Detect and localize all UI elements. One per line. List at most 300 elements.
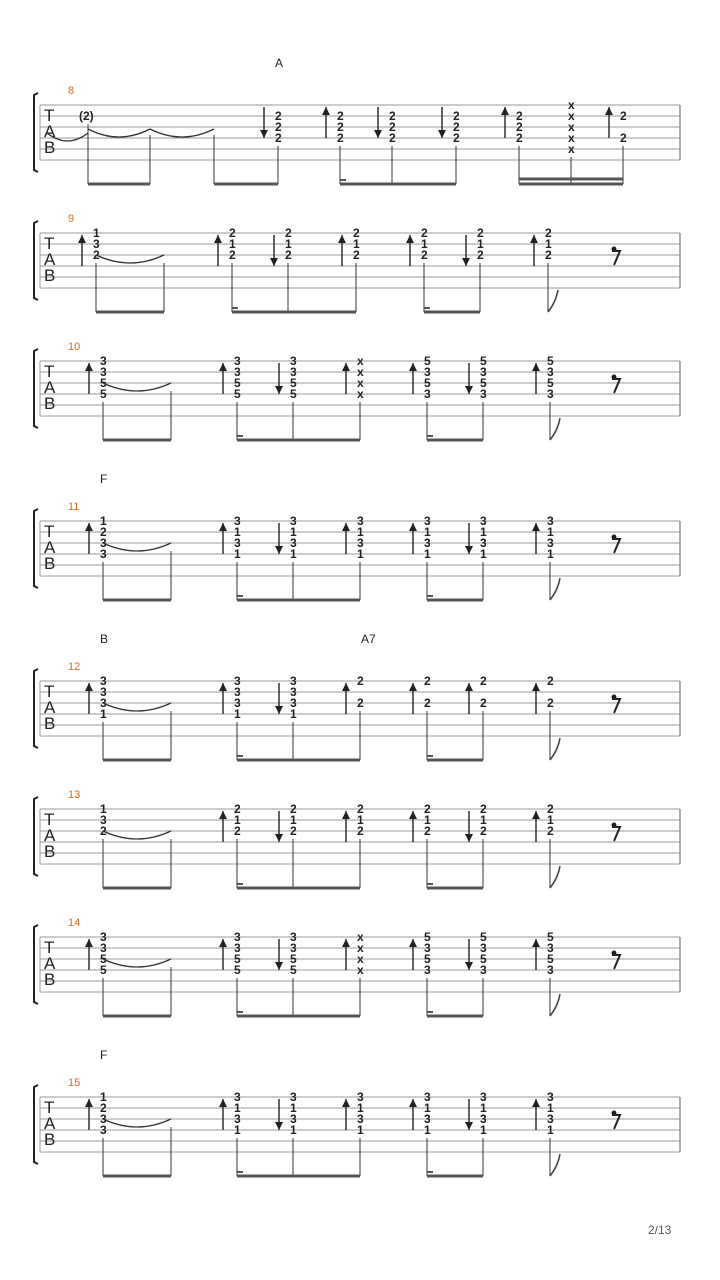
fret-number: 5 (547, 930, 554, 944)
page-number: 2/13 (648, 1223, 672, 1237)
fret-number: 1 (480, 547, 487, 561)
fret-number: x (357, 387, 364, 401)
tab-clef-letter: B (44, 554, 56, 573)
fret-number: 2 (516, 120, 523, 134)
system-bracket (34, 925, 38, 1004)
upstroke-arrow-icon (85, 523, 93, 554)
upstroke-arrow-icon (214, 235, 222, 266)
tab-clef-letter: T (44, 810, 55, 829)
fret-number: 3 (357, 1112, 364, 1126)
fret-number: 1 (547, 813, 554, 827)
beam-stub (232, 307, 238, 309)
fret-number: 2 (353, 248, 360, 262)
eighth-rest-icon (612, 379, 620, 393)
fret-number: 1 (545, 237, 552, 251)
fret-number: 3 (290, 354, 297, 368)
fret-number: 3 (234, 536, 241, 550)
beam-stub (427, 755, 433, 757)
fret-number: 3 (547, 514, 554, 528)
fret-number: 2 (100, 824, 107, 838)
fret-number: 2 (424, 824, 431, 838)
fret-number: 2 (620, 131, 627, 145)
upstroke-arrow-icon (219, 683, 227, 714)
fret-number: 1 (547, 547, 554, 561)
fret-number: 1 (424, 547, 431, 561)
downstroke-arrow-icon (465, 1099, 473, 1130)
fret-number: 1 (357, 1101, 364, 1115)
section-marker: B (100, 632, 109, 646)
fret-number: 1 (424, 813, 431, 827)
tab-system-14 (34, 917, 680, 1016)
tab-system-11 (34, 472, 680, 600)
fret-number: 3 (290, 930, 297, 944)
fret-number: 2 (229, 248, 236, 262)
fret-number: 3 (234, 365, 241, 379)
beam-stub (237, 595, 243, 597)
tie-arc (103, 959, 171, 967)
fret-number: 5 (290, 952, 297, 966)
fret-number: 3 (424, 514, 431, 528)
fret-number: 2 (547, 674, 554, 688)
tab-clef-letter: B (44, 266, 56, 285)
fret-number: 2 (547, 802, 554, 816)
fret-number: 3 (290, 365, 297, 379)
tab-clef-letter: B (44, 714, 56, 733)
upstroke-arrow-icon (532, 939, 540, 970)
fret-number: 3 (100, 365, 107, 379)
beam-stub (427, 1011, 433, 1013)
fret-number: 2 (545, 248, 552, 262)
fret-number: 2 (516, 109, 523, 123)
upstroke-arrow-icon (85, 1099, 93, 1130)
tie-arc (88, 129, 150, 137)
fret-number: x (357, 930, 364, 944)
fret-number: 3 (290, 941, 297, 955)
fret-number: 1 (424, 525, 431, 539)
system-bracket (34, 221, 38, 300)
fret-number: 1 (290, 1101, 297, 1115)
fret-number: 2 (290, 824, 297, 838)
system-bracket (34, 797, 38, 876)
note-flag (550, 1154, 560, 1176)
fret-number: 2 (234, 824, 241, 838)
tab-clef-letter: T (44, 1098, 55, 1117)
note-flag (550, 738, 560, 760)
fret-number: 3 (234, 696, 241, 710)
eighth-rest-icon (612, 699, 620, 713)
system-bracket (34, 1085, 38, 1164)
fret-number: 2 (275, 109, 282, 123)
fret-number: 3 (480, 941, 487, 955)
downstroke-arrow-icon (275, 811, 283, 842)
fret-number: 3 (234, 930, 241, 944)
fret-number: 1 (93, 226, 100, 240)
fret-number: 3 (480, 1112, 487, 1126)
fret-number: 3 (547, 941, 554, 955)
fret-number: 1 (290, 1123, 297, 1137)
tab-clef-letter: T (44, 362, 55, 381)
note-flag (550, 866, 560, 888)
fret-number: 2 (337, 120, 344, 134)
fret-number: 2 (480, 696, 487, 710)
fret-number: 5 (424, 354, 431, 368)
downstroke-arrow-icon (275, 939, 283, 970)
tie-arc (103, 831, 171, 839)
fret-number: 3 (424, 536, 431, 550)
fret-number: 3 (234, 1112, 241, 1126)
tab-clef-letter: A (44, 538, 56, 557)
fret-number: 2 (480, 824, 487, 838)
fret-number: 1 (424, 1123, 431, 1137)
tie-arc (96, 255, 164, 263)
fret-number: 1 (229, 237, 236, 251)
fret-number: 3 (547, 365, 554, 379)
fret-number: 3 (234, 354, 241, 368)
section-marker: A7 (361, 632, 376, 646)
tab-system-9 (34, 213, 680, 312)
upstroke-arrow-icon (465, 683, 473, 714)
fret-number: 2 (453, 120, 460, 134)
tie-arc (103, 1119, 171, 1127)
beam-stub (340, 179, 346, 181)
beam-stub (424, 307, 430, 309)
fret-number: 2 (337, 131, 344, 145)
upstroke-arrow-icon (532, 811, 540, 842)
fret-number: 1 (290, 707, 297, 721)
beam-stub (427, 1171, 433, 1173)
fret-number: 2 (424, 674, 431, 688)
system-bracket (34, 669, 38, 748)
section-marker: A (275, 56, 284, 70)
fret-number: 3 (480, 514, 487, 528)
tab-clef-letter: T (44, 106, 55, 125)
upstroke-arrow-icon (409, 363, 417, 394)
fret-number: 2 (357, 802, 364, 816)
fret-number: 5 (480, 952, 487, 966)
upstroke-arrow-icon (338, 235, 346, 266)
fret-number: 2 (275, 131, 282, 145)
tab-clef-letter: A (44, 826, 56, 845)
downstroke-arrow-icon (465, 523, 473, 554)
fret-number: 2 (285, 226, 292, 240)
fret-number: 1 (100, 802, 107, 816)
fret-number: 3 (547, 1112, 554, 1126)
downstroke-arrow-icon (275, 683, 283, 714)
upstroke-arrow-icon (85, 939, 93, 970)
fret-number: 3 (547, 387, 554, 401)
downstroke-arrow-icon (275, 523, 283, 554)
fret-number: 3 (424, 387, 431, 401)
measure-number: 15 (68, 1077, 81, 1089)
fret-number: 3 (234, 514, 241, 528)
upstroke-arrow-icon (342, 1099, 350, 1130)
upstroke-arrow-icon (78, 235, 86, 266)
note-flag (548, 290, 558, 312)
measure-number: 14 (68, 917, 81, 929)
fret-number: x (568, 120, 575, 134)
fret-number: 2 (337, 109, 344, 123)
tab-system-15 (34, 1048, 680, 1176)
fret-number: 3 (424, 1112, 431, 1126)
eighth-rest-icon (612, 827, 620, 841)
fret-number: 1 (480, 813, 487, 827)
fret-number: 3 (100, 685, 107, 699)
downstroke-arrow-icon (462, 235, 470, 266)
fret-number: 3 (424, 365, 431, 379)
fret-number: 5 (234, 963, 241, 977)
upstroke-arrow-icon (409, 683, 417, 714)
beam-stub (427, 435, 433, 437)
fret-number: 3 (100, 536, 107, 550)
fret-number: 5 (234, 376, 241, 390)
fret-number: 2 (389, 109, 396, 123)
fret-number: 2 (477, 248, 484, 262)
upstroke-arrow-icon (532, 363, 540, 394)
fret-number: 1 (353, 237, 360, 251)
downstroke-arrow-icon (260, 107, 268, 138)
fret-number: 2 (100, 525, 107, 539)
fret-number: 2 (453, 131, 460, 145)
fret-number: 2 (424, 802, 431, 816)
downstroke-arrow-icon (275, 1099, 283, 1130)
fret-number: x (357, 376, 364, 390)
fret-number: 1 (100, 1090, 107, 1104)
fret-number: 3 (424, 1090, 431, 1104)
fret-number: 2 (229, 226, 236, 240)
tab-clef-letter: B (44, 138, 56, 157)
fret-number: 2 (480, 802, 487, 816)
system-bracket (34, 93, 38, 172)
downstroke-arrow-icon (465, 811, 473, 842)
tab-system-13 (34, 789, 680, 888)
fret-number: 2 (547, 696, 554, 710)
fret-number: 1 (480, 1123, 487, 1137)
fret-number: x (568, 98, 575, 112)
fret-number: 3 (100, 547, 107, 561)
fret-number: 5 (100, 387, 107, 401)
fret-number: 2 (421, 226, 428, 240)
fret-number: 2 (453, 109, 460, 123)
fret-number: 1 (424, 1101, 431, 1115)
upstroke-arrow-icon (605, 107, 613, 138)
fret-number: (2) (79, 109, 94, 123)
fret-number: 1 (477, 237, 484, 251)
fret-number: 2 (547, 824, 554, 838)
tab-clef-letter: T (44, 234, 55, 253)
system-bracket (34, 349, 38, 428)
fret-number: 5 (424, 930, 431, 944)
tab-system-8 (34, 56, 680, 184)
tab-clef-letter: A (44, 1114, 56, 1133)
fret-number: 5 (290, 376, 297, 390)
fret-number: 2 (353, 226, 360, 240)
fret-number: 1 (357, 1123, 364, 1137)
upstroke-arrow-icon (406, 235, 414, 266)
upstroke-arrow-icon (532, 1099, 540, 1130)
tab-clef-letter: A (44, 698, 56, 717)
fret-number: 3 (290, 685, 297, 699)
fret-number: 1 (285, 237, 292, 251)
fret-number: 2 (620, 109, 627, 123)
tab-system-10 (34, 341, 680, 440)
fret-number: 1 (547, 1101, 554, 1115)
fret-number: 5 (234, 387, 241, 401)
fret-number: 2 (357, 696, 364, 710)
fret-number: 2 (545, 226, 552, 240)
fret-number: 2 (389, 120, 396, 134)
upstroke-arrow-icon (342, 683, 350, 714)
fret-number: 1 (234, 707, 241, 721)
tie-arc (103, 383, 171, 391)
fret-number: x (357, 952, 364, 966)
note-flag (550, 994, 560, 1016)
fret-number: 2 (424, 696, 431, 710)
fret-number: 2 (93, 248, 100, 262)
fret-number: 3 (100, 1112, 107, 1126)
fret-number: 5 (547, 952, 554, 966)
fret-number: 1 (234, 547, 241, 561)
fret-number: 1 (357, 547, 364, 561)
upstroke-arrow-icon (409, 939, 417, 970)
fret-number: 5 (480, 354, 487, 368)
tab-clef-letter: B (44, 970, 56, 989)
note-flag (550, 578, 560, 600)
fret-number: 3 (357, 514, 364, 528)
fret-number: 1 (547, 1123, 554, 1137)
fret-number: 2 (480, 674, 487, 688)
beam-stub (237, 883, 243, 885)
upstroke-arrow-icon (219, 1099, 227, 1130)
fret-number: x (357, 963, 364, 977)
fret-number: 1 (290, 525, 297, 539)
tab-clef-letter: T (44, 938, 55, 957)
fret-number: 2 (234, 802, 241, 816)
fret-number: 5 (480, 376, 487, 390)
upstroke-arrow-icon (409, 1099, 417, 1130)
beam-stub (237, 435, 243, 437)
upstroke-arrow-icon (219, 363, 227, 394)
fret-number: 3 (480, 536, 487, 550)
fret-number: 1 (234, 1101, 241, 1115)
fret-number: 5 (100, 963, 107, 977)
fret-number: 3 (290, 1090, 297, 1104)
fret-number: 5 (547, 354, 554, 368)
fret-number: 2 (421, 248, 428, 262)
section-marker: F (100, 1048, 108, 1062)
fret-number: 3 (290, 674, 297, 688)
fret-number: 3 (290, 1112, 297, 1126)
fret-number: 3 (93, 237, 100, 251)
fret-number: 1 (290, 547, 297, 561)
fret-number: 2 (285, 248, 292, 262)
measure-number: 8 (68, 85, 75, 97)
beam-stub (237, 1171, 243, 1173)
fret-number: x (568, 142, 575, 156)
upstroke-arrow-icon (219, 939, 227, 970)
fret-number: 5 (100, 376, 107, 390)
upstroke-arrow-icon (342, 523, 350, 554)
tab-clef-letter: B (44, 394, 56, 413)
fret-number: 3 (424, 963, 431, 977)
fret-number: 3 (100, 674, 107, 688)
fret-number: 5 (100, 952, 107, 966)
fret-number: 3 (480, 387, 487, 401)
tab-clef-letter: B (44, 1130, 56, 1149)
fret-number: 3 (290, 536, 297, 550)
fret-number: 5 (547, 376, 554, 390)
downstroke-arrow-icon (465, 939, 473, 970)
fret-number: 2 (357, 824, 364, 838)
fret-number: x (357, 354, 364, 368)
eighth-rest-icon (612, 539, 620, 553)
eighth-rest-icon (612, 955, 620, 969)
tab-clef-letter: A (44, 378, 56, 397)
beam-stub (427, 595, 433, 597)
fret-number: 5 (234, 952, 241, 966)
fret-number: 3 (357, 1090, 364, 1104)
fret-number: 1 (480, 1101, 487, 1115)
fret-number: 5 (424, 376, 431, 390)
fret-number: 2 (357, 674, 364, 688)
downstroke-arrow-icon (374, 107, 382, 138)
fret-number: 5 (480, 930, 487, 944)
eighth-rest-icon (612, 1115, 620, 1129)
fret-number: 3 (100, 354, 107, 368)
fret-number: 3 (480, 963, 487, 977)
fret-number: 3 (234, 1090, 241, 1104)
fret-number: 3 (100, 1123, 107, 1137)
fret-number: 1 (547, 525, 554, 539)
downstroke-arrow-icon (438, 107, 446, 138)
fret-number: 1 (234, 1123, 241, 1137)
beam-stub (237, 755, 243, 757)
measure-number: 13 (68, 789, 81, 801)
upstroke-arrow-icon (342, 363, 350, 394)
fret-number: 3 (480, 365, 487, 379)
fret-number: 3 (100, 813, 107, 827)
fret-number: 1 (421, 237, 428, 251)
tab-clef-letter: A (44, 250, 56, 269)
fret-number: 3 (100, 941, 107, 955)
system-bracket (34, 509, 38, 588)
tab-clef-letter: A (44, 954, 56, 973)
fret-number: x (357, 365, 364, 379)
downstroke-arrow-icon (270, 235, 278, 266)
fret-number: 3 (234, 685, 241, 699)
tab-clef-letter: B (44, 842, 56, 861)
fret-number: 1 (234, 525, 241, 539)
upstroke-arrow-icon (532, 523, 540, 554)
beam-stub (237, 1011, 243, 1013)
fret-number: 3 (424, 941, 431, 955)
upstroke-arrow-icon (409, 811, 417, 842)
fret-number: 3 (290, 514, 297, 528)
upstroke-arrow-icon (530, 235, 538, 266)
beam-stub (427, 883, 433, 885)
fret-number: 3 (100, 696, 107, 710)
fret-number: 2 (477, 226, 484, 240)
fret-number: 1 (290, 813, 297, 827)
tie-arc (150, 129, 214, 137)
upstroke-arrow-icon (532, 683, 540, 714)
fret-number: 1 (357, 525, 364, 539)
upstroke-arrow-icon (322, 107, 330, 138)
fret-number: 3 (357, 536, 364, 550)
fret-number: 3 (480, 1090, 487, 1104)
fret-number: 2 (516, 131, 523, 145)
tab-system-12 (34, 632, 680, 760)
measure-number: 9 (68, 213, 75, 225)
